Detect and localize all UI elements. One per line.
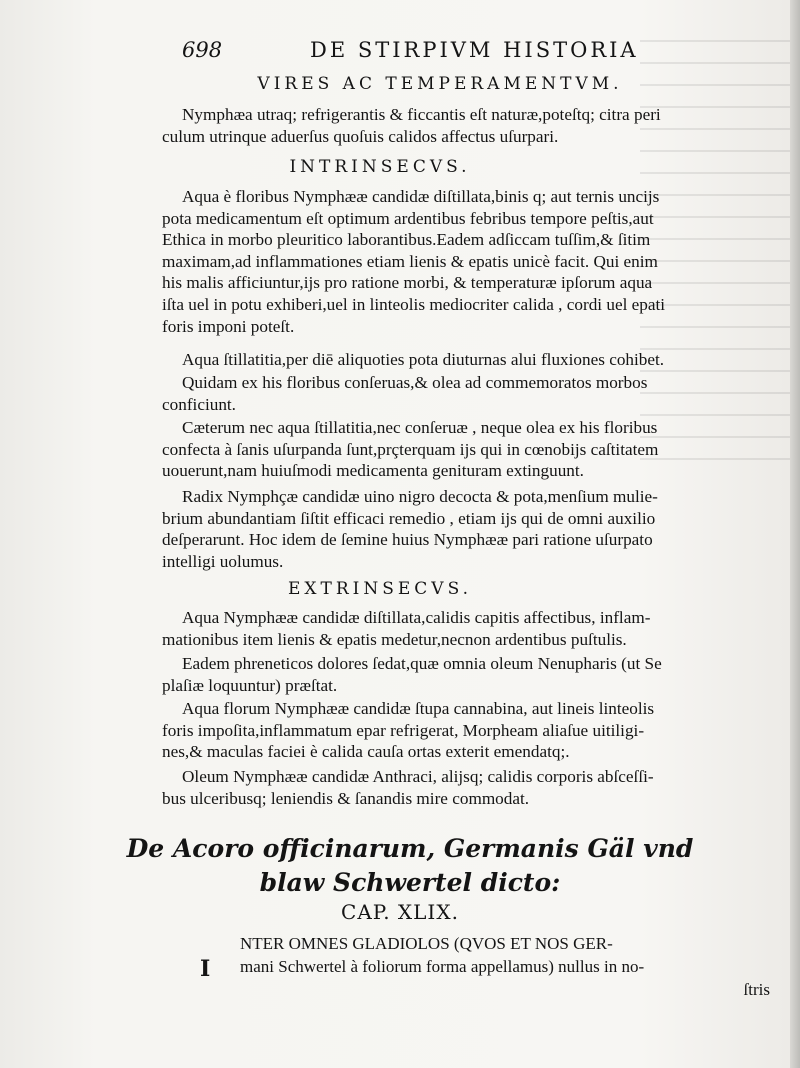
chapter-title-line-2: blaw Schwertel dicto:: [259, 868, 561, 897]
section-heading-extrinsecus: EXTRINSECVS.: [287, 579, 473, 599]
paragraph-temperament: [162, 104, 762, 147]
running-title: DE STIRPIVM HISTORIA: [310, 38, 639, 62]
text-line: nes,& maculas faciei è calida cauſa ortas exterit emendatq;.: [162, 742, 570, 762]
section-heading-intrinsecus: INTRINSECVS.: [289, 157, 471, 177]
text-line: conficiunt.: [162, 394, 236, 414]
drop-cap: I: [200, 956, 211, 982]
paragraph-aqua-distillata: [162, 607, 762, 650]
text-line: Aqua florum Nymphææ candidæ ſtupa cannabina, aut lineis linteolis: [182, 699, 655, 718]
text-line: iſta uel in potu exhiberi,uel in linteolis mediocriter calida , cordi uel epati: [162, 294, 666, 314]
text-line: Aqua ſtillatitia,per diē aliquoties pota diuturnas alui fluxiones cohibet.: [182, 350, 665, 369]
text-line: mationibus item lienis & epatis medetur,necnon ardentibus puſtulis.: [162, 629, 627, 649]
page-header: [182, 38, 642, 68]
text-line: Radix Nymphçæ candidæ uino nigro decocta & pota,menſium mulie-: [182, 487, 658, 506]
paragraph-aqua-floribus: [162, 186, 762, 337]
text-line: pota medicamentum eſt optimum ardentibus febribus tempore peſtis,aut: [162, 208, 654, 228]
text-line: Cæterum nec aqua ſtillatitia,nec conſeruæ , neque olea ex his floribus: [182, 418, 658, 437]
text-line: culum utrinque aduerſus quoſuis calidos affectus uſurpari.: [162, 126, 559, 146]
chapter-title-line-1: De Acoro officinarum, Germanis Gäl vnd: [126, 834, 694, 863]
paragraph-radix: [162, 486, 762, 572]
text-line: brium abundantiam ſiſtit efficaci remedio , etiam ijs qui de omni auxilio: [162, 508, 656, 528]
text-line: mani Schwertel à foliorum forma appellamus) nullus in no-: [240, 957, 645, 976]
catchword: ſtris: [743, 980, 770, 999]
paragraph-aqua-florum: [162, 698, 762, 763]
section-heading-vires: VIRES AC TEMPERAMENTVM.: [257, 74, 623, 94]
text-line: foris imponi poteſt.: [162, 316, 295, 336]
text-line: plaſiæ loquuntur) præſtat.: [162, 675, 338, 695]
text-line: Oleum Nymphææ candidæ Anthraci, alijsq; calidis corporis abſceſſi-: [182, 767, 654, 786]
chapter-number: CAP. XLIX.: [341, 900, 459, 924]
paragraph-conseruas: [162, 372, 762, 415]
paragraph-caeterum: [162, 417, 762, 482]
paragraph-oleum: [162, 766, 762, 809]
page-number: 698: [182, 38, 223, 62]
text-line: Aqua Nymphææ candidæ diſtillata,calidis capitis affectibus, inflam-: [182, 608, 651, 627]
text-line: deſperarunt. Hoc idem de ſemine huius Nymphææ pari ratione uſurpato: [162, 530, 653, 550]
text-line: uouerunt,nam huiuſmodi medicamenta genituram extinguunt.: [162, 461, 584, 481]
text-line: his malis afficiuntur,ijs pro ratione morbi, & temperaturæ ipſorum aqua: [162, 273, 653, 293]
text-line: Quidam ex his floribus conſeruas,& olea ad commemoratos morbos: [182, 373, 648, 392]
text-line: confecta à ſanis uſurpanda ſunt,prçterquam ijs qui in cœnobijs caſtitatem: [162, 439, 659, 459]
paragraph-phreneticos: [162, 653, 762, 696]
text-line: Nymphæa utraq; refrigerantis & ficcantis eſt naturæ,poteſtq; citra peri: [182, 105, 661, 124]
text-line: Aqua è floribus Nymphææ candidæ diſtillata,binis q; aut ternis uncijs: [182, 187, 660, 206]
text-line: Eadem phreneticos dolores ſedat,quæ omnia oleum Nenupharis (ut Se: [182, 654, 662, 673]
text-line: NTER OMNES GLADIOLOS (QVOS ET NOS GER-: [240, 934, 613, 953]
text-line: Ethica in morbo pleuritico laborantibus.Eadem adſiccam tuſſim,& ſitim: [162, 230, 651, 250]
text-line: intelligi uolumus.: [162, 551, 284, 571]
text-line: maximam,ad inflammationes etiam lienis & epatis unicè facit. Qui enim: [162, 251, 658, 271]
text-line: bus ulceribusq; leniendis & ſanandis mire commodat.: [162, 788, 530, 808]
paragraph-chapter-opening: [240, 932, 770, 1001]
paragraph-aqua-stillatitia: [162, 349, 762, 371]
text-line: foris impoſita,inflammatum epar refrigerat, Morpheam aliaſue uitiligi-: [162, 720, 645, 740]
